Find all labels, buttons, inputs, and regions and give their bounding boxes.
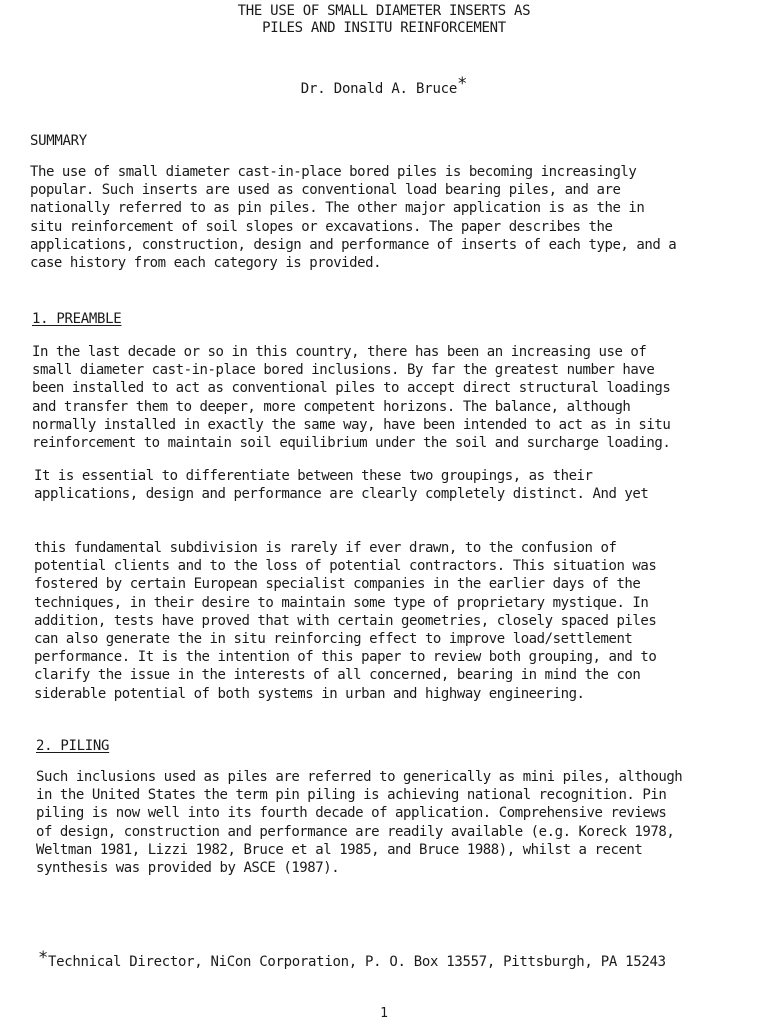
text-line: Weltman 1981, Lizzi 1982, Bruce et al 1985, and Bruce 1988), whilst a recent — [36, 841, 643, 858]
piling-paragraph — [36, 768, 682, 877]
author-footnote-mark: * — [457, 74, 468, 94]
author-footnote — [38, 948, 666, 970]
title-line-1: THE USE OF SMALL DIAMETER INSERTS AS — [237, 3, 531, 19]
text-line: case history from each category is provided. — [30, 255, 382, 272]
title-line-2: PILES AND INSITU REINFORCEMENT — [262, 20, 506, 36]
text-line: clarify the issue in the interests of all concerned, bearing in mind the con — [34, 667, 641, 684]
preamble-paragraph-3 — [34, 539, 656, 703]
piling-heading: 2. PILING — [36, 738, 110, 754]
text-line: situ reinforcement of soil slopes or excavations. The paper describes the — [30, 218, 613, 235]
text-line: Such inclusions used as piles are referred to generically as mini piles, although — [36, 769, 683, 785]
paper-title — [0, 3, 768, 37]
text-line: potential clients and to the loss of potential contractors. This situation was — [34, 558, 657, 575]
preamble-heading: 1. PREAMBLE — [32, 311, 122, 327]
text-line: normally installed in exactly the same way, have been intended to act as in situ — [32, 416, 671, 433]
text-line: popular. Such inserts are used as conventional load bearing piles, and are — [30, 182, 621, 199]
text-line: The use of small diameter cast-in-place bored piles is becoming increasingly — [30, 164, 637, 180]
summary-heading: SUMMARY — [30, 133, 87, 149]
text-line: nationally referred to as pin piles. The other major application is as the in — [30, 200, 645, 217]
text-line: and transfer them to deeper, more competent horizons. The balance, although — [32, 398, 631, 415]
text-line: fostered by certain European specialist companies in the earlier days of the — [34, 576, 641, 593]
page-number: 1 — [380, 1006, 388, 1021]
text-line: synthesis was provided by ASCE (1987). — [36, 860, 340, 877]
text-line: applications, construction, design and performance of inserts of each type, and a — [30, 236, 677, 253]
footnote-mark: * — [38, 948, 48, 968]
text-line: techniques, in their desire to maintain some type of proprietary mystique. In — [34, 594, 649, 611]
text-line: It is essential to differentiate between these two groupings, as their — [34, 468, 593, 484]
text-line: this fundamental subdivision is rarely if ever drawn, to the confusion of — [34, 540, 617, 556]
preamble-paragraph-1 — [32, 343, 670, 452]
text-line: of design, construction and performance are readily available (e.g. Koreck 1978, — [36, 823, 675, 840]
text-line: small diameter cast-in-place bored inclusions. By far the greatest number have — [32, 362, 655, 379]
author-line — [0, 74, 768, 97]
text-line: performance. It is the intention of this paper to review both grouping, and to — [34, 649, 657, 666]
text-line: reinforcement to maintain soil equilibrium under the soil and surcharge loading. — [32, 435, 671, 452]
text-line: been installed to act as conventional piles to accept direct structural loadings — [32, 380, 671, 397]
author-name: Dr. Donald A. Bruce — [300, 81, 458, 97]
text-line: siderable potential of both systems in urban and highway engineering. — [34, 685, 585, 702]
summary-paragraph — [30, 163, 676, 272]
text-line: applications, design and performance are clearly completely distinct. And yet — [34, 486, 649, 503]
text-line: piling is now well into its fourth decade of application. Comprehensive reviews — [36, 805, 667, 822]
text-line: addition, tests have proved that with certain geometries, closely spaced piles — [34, 612, 657, 629]
text-line: In the last decade or so in this country, there has been an increasing use of — [32, 344, 647, 360]
text-line: in the United States the term pin piling is achieving national recognition. Pin — [36, 787, 667, 804]
text-line: can also generate the in situ reinforcing effect to improve load/settlement — [34, 631, 633, 648]
footnote-text: Technical Director, NiCon Corporation, P. O. Box 13557, Pittsburgh, PA 15243 — [47, 954, 666, 970]
preamble-paragraph-2 — [34, 467, 648, 503]
